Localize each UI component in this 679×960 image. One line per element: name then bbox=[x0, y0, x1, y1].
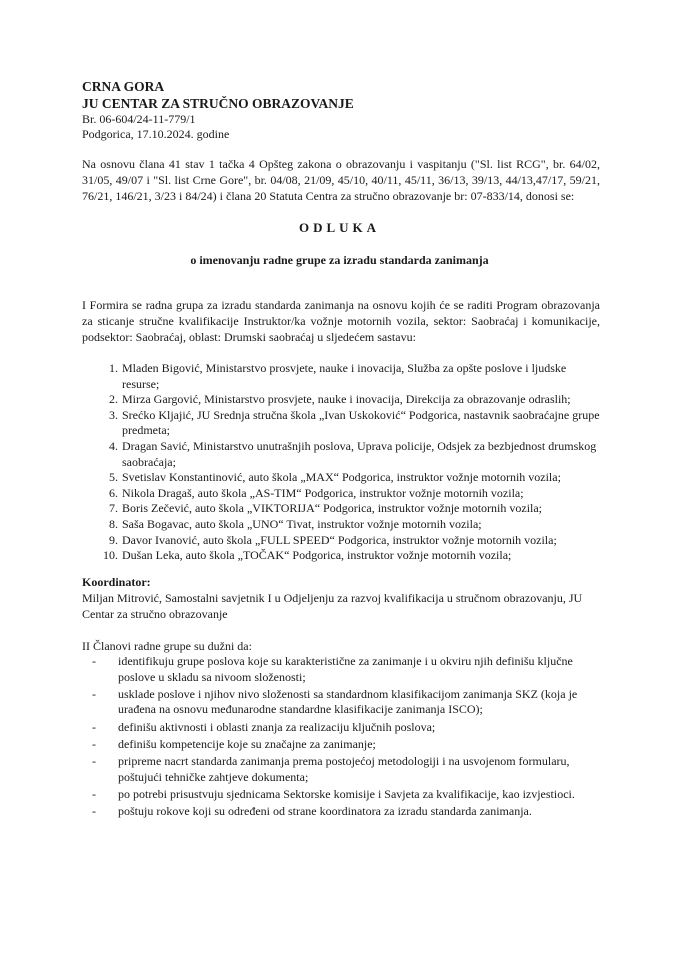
section-2-intro: II Članovi radne grupe su dužni da: bbox=[82, 639, 252, 653]
list-item bbox=[82, 501, 602, 517]
duty-text: poštuju rokove koji su određeni od strane koordinatora za izradu standarda zanimanja. bbox=[118, 803, 532, 818]
preamble: Na osnovu člana 41 stav 1 tačka 4 Opšteg zakona o obrazovanju i vaspitanju ("Sl. list RCG", br. 64/02, 31/05, 49/07 i "Sl. list Crne Gore", br. 04/08, 21/09, 45/10, 40/11, 45/11, 36/13, 39/13, 44/13,47/17, 59/21, 76/21, 146/21, 3/23 i 84/24) i člana 20 Statuta Centra za stručno obrazovanje br: 07-833/14, donosi se: bbox=[82, 157, 600, 203]
list-item bbox=[82, 737, 602, 753]
reference-number: Br. 06-604/24-11-779/1 bbox=[82, 112, 196, 126]
list-item bbox=[82, 361, 602, 392]
member-list bbox=[82, 361, 602, 564]
list-number: 4. bbox=[109, 438, 118, 453]
bullet-dash: - bbox=[92, 719, 96, 734]
list-number: 2. bbox=[109, 392, 118, 407]
list-number: 8. bbox=[109, 516, 118, 531]
member-text: Srećko Kljajić, JU Srednja stručna škola „Ivan Uskoković“ Podgorica, nastavnik saobraćajne grupe predmeta; bbox=[122, 407, 600, 438]
list-number: 7. bbox=[109, 501, 118, 516]
list-item bbox=[82, 486, 602, 502]
duty-text: pripreme nacrt standarda zanimanja prema postojećoj metodologiji i na usvojenom formularu, poštujući tehničke zahtjeve dokumenta; bbox=[118, 753, 570, 784]
header-country: CRNA GORA bbox=[82, 79, 165, 94]
member-text: Davor Ivanović, auto škola „FULL SPEED“ Podgorica, instruktor vožnje motornih vozila; bbox=[122, 532, 557, 547]
place-date: Podgorica, 17.10.2024. godine bbox=[82, 127, 230, 141]
list-number: 9. bbox=[109, 532, 118, 547]
bullet-dash: - bbox=[92, 803, 96, 818]
list-item bbox=[82, 439, 602, 470]
header-institution: JU CENTAR ZA STRUČNO OBRAZOVANJE bbox=[82, 96, 354, 111]
list-item bbox=[82, 470, 602, 486]
member-text: Dragan Savić, Ministarstvo unutrašnjih poslova, Uprava policije, Odsjek za bezbjednost drumskog saobraćaja; bbox=[122, 438, 597, 469]
member-text: Svetislav Konstantinović, auto škola „MAX“ Podgorica, instruktor vožnje motornih vozila; bbox=[122, 470, 561, 485]
bullet-dash: - bbox=[92, 753, 96, 768]
list-item bbox=[82, 408, 602, 439]
list-item bbox=[82, 787, 602, 803]
list-item bbox=[82, 654, 602, 685]
list-number: 3. bbox=[109, 407, 118, 422]
member-text: Nikola Dragaš, auto škola „AS-TIM“ Podgorica, instruktor vožnje motornih vozila; bbox=[122, 485, 524, 500]
list-number: 6. bbox=[109, 485, 118, 500]
duties-list bbox=[82, 654, 602, 821]
coordinator-text: Miljan Mitrović, Samostalni savjetnik I u Odjeljenju za razvoj kvalifikacija u stručnom obrazovanju, JU Centar za stručno obrazovanje bbox=[82, 591, 583, 621]
duty-text: po potrebi prisustvuju sjednicama Sektorske komisije i Savjeta za kvalifikacije, kao izvjestioci. bbox=[118, 786, 575, 801]
list-number: 1. bbox=[109, 361, 118, 375]
list-item bbox=[82, 548, 602, 564]
bullet-dash: - bbox=[92, 654, 96, 668]
section-1-intro: I Formira se radna grupa za izradu standarda zanimanja na osnovu kojih će se raditi Program obrazovanja za sticanje stručne kvalifikacije Instruktor/ka vožnje motornih vozila, sektor: Saobraćaj i komunikacije, podsektor: Saobraćaj, oblast: Drumski saobraćaj u sljedećem sastavu: bbox=[82, 298, 600, 344]
duty-text: definišu aktivnosti i oblasti znanja za realizaciju ključnih poslova; bbox=[118, 719, 436, 734]
duty-text: usklade poslove i njihov nivo složenosti sa standardnom klasifikacijom zanimanja SKZ (koja je urađena na osnovu međunarodne standardne klasifikacije zanimanja ISCO); bbox=[118, 686, 578, 717]
list-item bbox=[82, 720, 602, 736]
member-text: Boris Zečević, auto škola „VIKTORIJA“ Podgorica, instruktor vožnje motornih vozila; bbox=[122, 501, 543, 516]
member-text: Saša Bogavac, auto škola „UNO“ Tivat, instruktor vožnje motornih vozila; bbox=[122, 516, 482, 531]
member-text: Mirza Gargović, Ministarstvo prosvjete, nauke i inovacija, Direkcija za obrazovanje odraslih; bbox=[122, 392, 571, 407]
coordinator-label: Koordinator: bbox=[82, 575, 151, 589]
bullet-dash: - bbox=[92, 736, 96, 751]
duty-text: identifikuju grupe poslova koje su karakteristične za zanimanje i u okviru njih definišu ključne poslove u skladu sa nivoom složenosti; bbox=[118, 654, 573, 684]
list-item bbox=[82, 754, 602, 785]
list-item bbox=[82, 533, 602, 549]
member-text: Dušan Leka, auto škola „TOČAK“ Podgorica, instruktor vožnje motornih vozila; bbox=[122, 548, 512, 563]
list-number: 10. bbox=[103, 548, 118, 563]
decision-title: ODLUKA bbox=[298, 220, 381, 235]
member-text: Mladen Bigović, Ministarstvo prosvjete, nauke i inovacija, Služba za opšte poslove i ljudske resurse; bbox=[122, 361, 567, 391]
list-item bbox=[82, 392, 602, 408]
list-item bbox=[82, 517, 602, 533]
duty-text: definišu kompetencije koje su značajne za zanimanje; bbox=[118, 736, 376, 751]
decision-subtitle: o imenovanju radne grupe za izradu standarda zanimanja bbox=[190, 253, 489, 267]
list-item bbox=[82, 804, 602, 820]
bullet-dash: - bbox=[92, 786, 96, 801]
list-item bbox=[82, 687, 602, 718]
list-number: 5. bbox=[109, 470, 118, 485]
bullet-dash: - bbox=[92, 686, 96, 701]
